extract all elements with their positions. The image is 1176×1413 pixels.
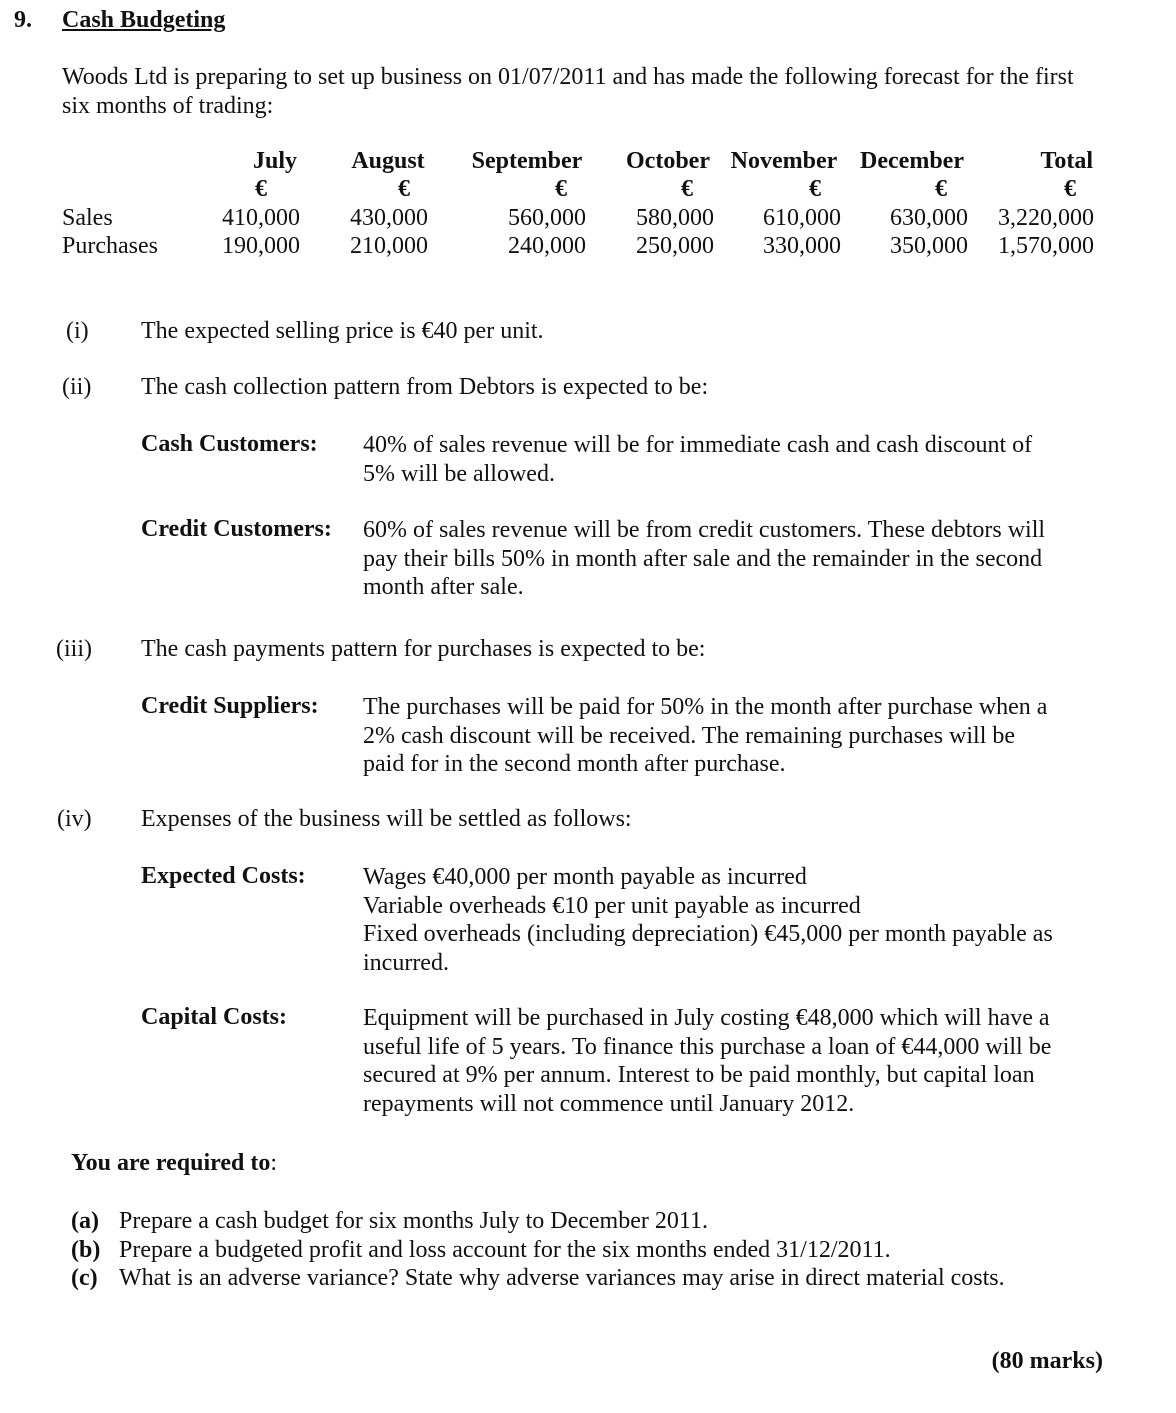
note-marker: (i) [66,318,89,344]
sub-label: Cash Customers: [141,431,318,457]
table-cell: 240,000 [508,233,586,259]
sub-text [363,693,1123,779]
text-line: Variable overheads €10 per unit payable as incurred [363,892,861,919]
requirements-heading [71,1150,277,1177]
table-cell: 190,000 [222,233,300,259]
text-line: 40% of sales revenue will be for immediate cash and cash discount of [363,432,1033,458]
table-cell: 350,000 [890,233,968,259]
requirement-marker: (a) [71,1208,99,1234]
note-text: Expenses of the business will be settled as follows: [141,806,632,832]
text-line: paid for in the second month after purchase. [363,751,786,777]
requirement-marker: (c) [71,1265,98,1291]
requirement-item [71,1207,1005,1236]
currency-symbol: € [809,176,821,202]
note-text: The cash payments pattern for purchases is expected to be: [141,636,706,662]
text-line: useful life of 5 years. To finance this purchase a loan of €44,000 will be [363,1033,1052,1060]
sub-text [363,863,1123,977]
column-header: July [252,148,297,174]
requirements-list [71,1207,1005,1293]
sub-label: Capital Costs: [141,1004,288,1030]
table-cell: 3,220,000 [998,205,1094,231]
text-line: incurred. [363,949,449,976]
text-line: Wages €40,000 per month payable as incurred [363,864,807,890]
note-marker: (ii) [62,374,92,400]
sub-text [363,1004,1123,1118]
intro-line: Woods Ltd is preparing to set up business on 01/07/2011 and has made the following forecast for the first [62,64,1074,90]
table-cell: 430,000 [350,205,428,231]
currency-symbol: € [255,176,267,202]
table-cell: 410,000 [222,205,300,231]
row-label: Purchases [62,233,158,259]
table-cell: 560,000 [508,205,586,231]
note-text: The expected selling price is €40 per unit. [141,318,544,344]
forecast-table [0,148,1176,268]
sub-label: Expected Costs: [141,863,306,889]
sub-text [363,431,1123,488]
column-header: Total [1040,148,1093,174]
currency-symbol: € [398,176,410,202]
column-header: August [351,148,425,174]
table-cell: 250,000 [636,233,714,259]
text-line: 5% will be allowed. [363,460,555,487]
text-line: Equipment will be purchased in July costing €48,000 which will have a [363,1005,1050,1031]
intro-line: six months of trading: [62,92,274,119]
requirement-text: What is an adverse variance? State why adverse variances may arise in direct material costs. [119,1265,1005,1291]
text-line: month after sale. [363,574,524,600]
table-cell: 580,000 [636,205,714,231]
note-marker: (iv) [57,806,92,832]
currency-symbol: € [555,176,567,202]
question-title: Cash Budgeting [62,7,226,33]
marks: (80 marks) [991,1348,1103,1374]
requirement-text: Prepare a budgeted profit and loss account for the six months ended 31/12/2011. [119,1236,891,1263]
text-line: repayments will not commence until January 2012. [363,1090,855,1117]
note-marker: (iii) [56,636,92,662]
column-header: October [626,148,710,174]
row-label: Sales [62,205,113,231]
sub-label: Credit Suppliers: [141,693,319,719]
requirement-text: Prepare a cash budget for six months July to December 2011. [119,1208,708,1234]
table-cell: 610,000 [763,205,841,231]
text-line: pay their bills 50% in month after sale and the remainder in the second [363,545,1043,572]
text-line: 2% cash discount will be received. The remaining purchases will be [363,722,1016,749]
table-cell: 630,000 [890,205,968,231]
requirement-item [71,1264,1005,1293]
requirement-item [71,1236,1005,1265]
column-header: November [730,148,838,174]
text-line: Fixed overheads (including depreciation) €45,000 per month payable as [363,921,1053,947]
table-cell: 1,570,000 [998,233,1094,259]
requirement-marker: (b) [71,1236,101,1263]
table-cell: 330,000 [763,233,841,259]
text-line: The purchases will be paid for 50% in the month after purchase when a [363,694,1048,720]
requirements-heading-text: You are required to [71,1150,271,1176]
currency-symbol: € [935,176,947,202]
currency-symbol: € [681,176,693,202]
column-header: December [860,148,964,174]
column-header: September [471,148,583,174]
note-text: The cash collection pattern from Debtors is expected to be: [141,374,709,400]
sub-text [363,516,1123,602]
currency-symbol: € [1064,176,1076,202]
text-line: 60% of sales revenue will be from credit customers. These debtors will [363,517,1046,543]
text-line: secured at 9% per annum. Interest to be paid monthly, but capital loan [363,1062,1035,1088]
question-number: 9. [14,7,32,33]
intro-paragraph [62,63,1074,120]
table-cell: 210,000 [350,233,428,259]
sub-label: Credit Customers: [141,516,332,542]
requirements-heading-colon: : [270,1150,278,1176]
